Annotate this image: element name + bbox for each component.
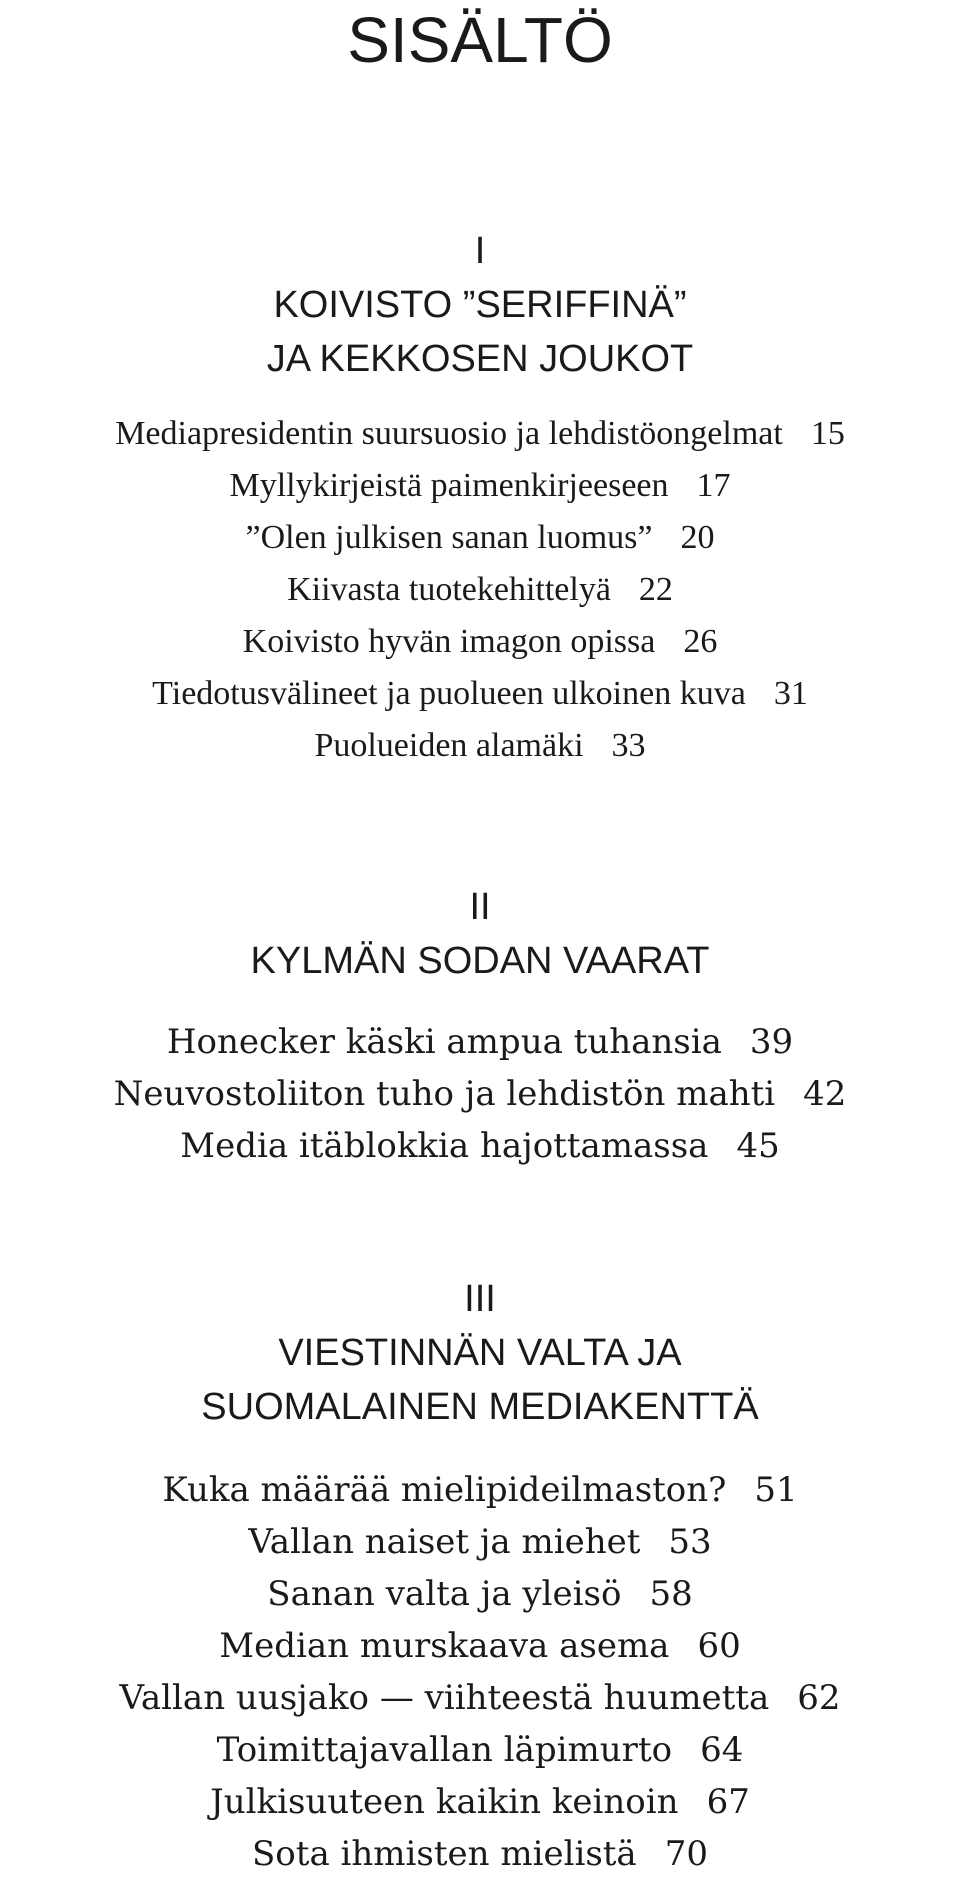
entry-page-number: 31	[773, 675, 808, 712]
toc-entry[interactable]	[0, 1568, 960, 1620]
section-entries-1	[0, 408, 960, 772]
entry-label: Sanan valta ja yleisö	[267, 1574, 622, 1614]
toc-entry[interactable]	[0, 720, 960, 772]
entry-label: Koivisto hyvän imagon opissa	[242, 623, 656, 660]
toc-entry[interactable]	[0, 564, 960, 616]
entry-page-number: 70	[664, 1834, 708, 1874]
section-heading-3	[0, 1272, 960, 1434]
entry-page-number: 33	[611, 727, 646, 764]
toc-entry[interactable]	[0, 512, 960, 564]
toc-entry[interactable]	[0, 408, 960, 460]
entry-label: Mediapresidentin suursuosio ja lehdistöongelmat	[115, 415, 783, 452]
toc-entry[interactable]	[0, 1516, 960, 1568]
entry-page-number: 67	[706, 1782, 750, 1822]
entry-page-number: 15	[810, 415, 845, 452]
entry-page-number: 60	[697, 1626, 741, 1666]
section-title-line: KYLMÄN SODAN VAARAT	[250, 940, 710, 982]
entry-label: Puolueiden alamäki	[314, 727, 584, 764]
entry-page-number: 26	[683, 623, 718, 660]
toc-entry[interactable]	[0, 616, 960, 668]
section-numeral: III	[464, 1278, 496, 1320]
entry-page-number: 53	[668, 1522, 712, 1562]
section-numeral: II	[469, 886, 491, 928]
section-heading-2	[0, 880, 960, 988]
entry-label: Julkisuuteen kaikin keinoin	[210, 1782, 679, 1822]
entry-label: Median murskaava asema	[219, 1626, 670, 1666]
section-numeral: I	[474, 230, 486, 272]
toc-entry[interactable]	[0, 668, 960, 720]
entry-label: Kiivasta tuotekehittelyä	[287, 571, 611, 608]
toc-entry[interactable]	[0, 1620, 960, 1672]
toc-entry[interactable]	[0, 1016, 960, 1068]
toc-entry[interactable]	[0, 1672, 960, 1724]
entry-page-number: 58	[649, 1574, 693, 1614]
entry-label: Vallan uusjako — viihteestä huumetta	[119, 1678, 770, 1718]
entry-label: Sota ihmisten mielistä	[252, 1834, 637, 1874]
section-heading-1	[0, 224, 960, 386]
section-entries-3	[0, 1464, 960, 1880]
toc-entry[interactable]	[0, 1068, 960, 1120]
section-title-line: SUOMALAINEN MEDIAKENTTÄ	[201, 1386, 759, 1428]
entry-page-number: 62	[797, 1678, 841, 1718]
entry-label: ”Olen julkisen sanan luomus”	[245, 519, 653, 556]
entry-page-number: 51	[754, 1470, 798, 1510]
section-title-line: KOIVISTO ”SERIFFINÄ”	[273, 284, 687, 326]
entry-label: Tiedotusvälineet ja puolueen ulkoinen kuva	[152, 675, 746, 712]
entry-label: Kuka määrää mielipideilmaston?	[162, 1470, 727, 1510]
section-title-line: JA KEKKOSEN JOUKOT	[266, 338, 694, 380]
entry-page-number: 22	[638, 571, 673, 608]
entry-page-number: 39	[749, 1022, 794, 1062]
entry-label: Honecker käski ampua tuhansia	[166, 1022, 722, 1062]
toc-entry[interactable]	[0, 1828, 960, 1880]
entry-label: Toimittajavallan läpimurto	[216, 1730, 673, 1770]
page-title: SISÄLTÖ	[347, 4, 613, 76]
entry-label: Neuvostoliiton tuho ja lehdistön mahti	[113, 1074, 776, 1114]
entry-label: Myllykirjeistä paimenkirjeeseen	[229, 467, 669, 504]
toc-entry[interactable]	[0, 1120, 960, 1172]
toc-entry[interactable]	[0, 1776, 960, 1828]
entry-label: Media itäblokkia hajottamassa	[180, 1126, 709, 1166]
entry-page-number: 42	[803, 1074, 847, 1114]
section-entries-2	[0, 1016, 960, 1172]
entry-label: Vallan naiset ja miehet	[248, 1522, 641, 1562]
entry-page-number: 20	[680, 519, 715, 556]
entry-page-number: 17	[696, 467, 731, 504]
entry-page-number: 64	[700, 1730, 744, 1770]
toc-entry[interactable]	[0, 1464, 960, 1516]
entry-page-number: 45	[736, 1126, 780, 1166]
toc-entry[interactable]	[0, 1724, 960, 1776]
section-title-line: VIESTINNÄN VALTA JA	[278, 1332, 682, 1374]
toc-entry[interactable]	[0, 460, 960, 512]
